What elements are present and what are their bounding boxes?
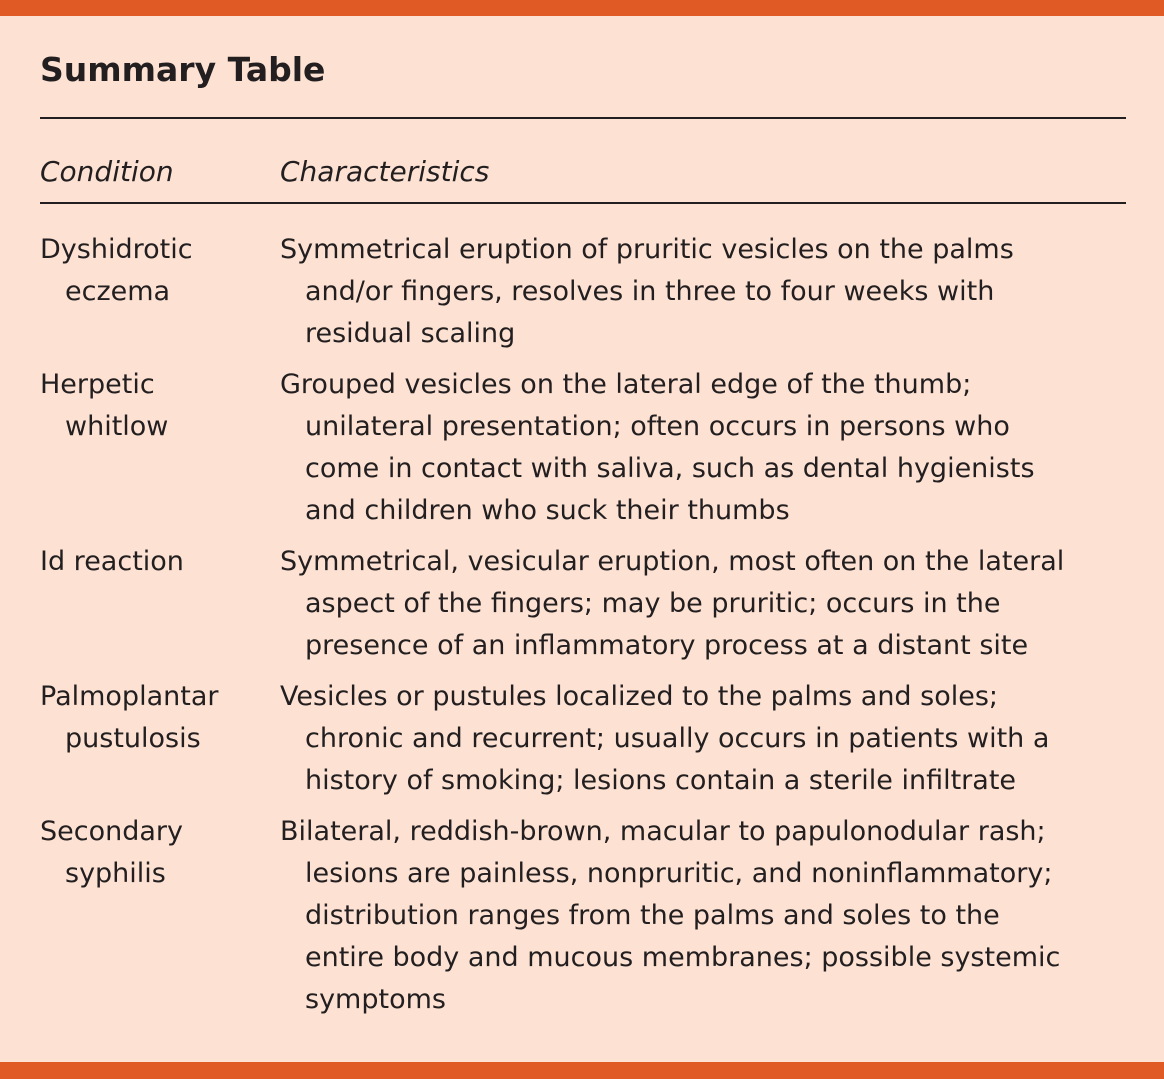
condition-line: Secondary [40, 816, 183, 847]
characteristics-line: symptoms [305, 984, 446, 1015]
characteristics-line: distribution ranges from the palms and soles to the [305, 900, 1000, 931]
condition-cell [40, 811, 280, 1021]
characteristics-line: unilateral presentation; often occurs in persons who [305, 411, 1010, 442]
condition-cell [40, 541, 280, 667]
characteristics-line: Symmetrical eruption of pruritic vesicles on the palms [280, 234, 1014, 265]
condition-line: whitlow [65, 411, 169, 442]
table-title: Summary Table [40, 50, 326, 89]
header-divider [40, 202, 1126, 204]
characteristics-line: Bilateral, reddish-brown, macular to papulonodular rash; [280, 816, 1046, 847]
characteristics-line: Vesicles or pustules localized to the palms and soles; [280, 681, 999, 712]
characteristics-line: chronic and recurrent; usually occurs in patients with a [305, 723, 1050, 754]
title-divider [40, 117, 1126, 119]
characteristics-line: Symmetrical, vesicular eruption, most often on the lateral [280, 546, 1065, 577]
table-row [40, 229, 1126, 364]
column-header-characteristics: Characteristics [280, 155, 490, 188]
condition-line: Dyshidrotic [40, 234, 193, 265]
characteristics-line: aspect of the fingers; may be pruritic; occurs in the [305, 588, 1001, 619]
table-row [40, 811, 1126, 1030]
condition-line: pustulosis [65, 723, 201, 754]
characteristics-line: presence of an inflammatory process at a distant site [305, 630, 1029, 661]
characteristics-cell [280, 676, 1126, 802]
condition-line: Palmoplantar [40, 681, 219, 712]
condition-line: Id reaction [40, 546, 184, 577]
characteristics-cell [280, 364, 1126, 532]
characteristics-line: history of smoking; lesions contain a sterile infiltrate [305, 765, 1017, 796]
characteristics-line: and children who suck their thumbs [305, 495, 790, 526]
characteristics-line: residual scaling [305, 318, 516, 349]
condition-cell [40, 229, 280, 355]
condition-cell [40, 364, 280, 532]
table-row [40, 364, 1126, 541]
table-row [40, 676, 1126, 811]
characteristics-cell [280, 811, 1126, 1021]
condition-line: eczema [65, 276, 171, 307]
condition-line: syphilis [65, 858, 166, 889]
characteristics-line: lesions are painless, nonpruritic, and noninflammatory; [305, 858, 1053, 889]
characteristics-line: come in contact with saliva, such as dental hygienists [305, 453, 1035, 484]
top-accent-bar [0, 0, 1164, 16]
table-row [40, 541, 1126, 676]
characteristics-line: Grouped vesicles on the lateral edge of the thumb; [280, 369, 972, 400]
bottom-accent-bar [0, 1062, 1164, 1079]
summary-table-body [40, 229, 1126, 1030]
characteristics-cell [280, 229, 1126, 355]
column-header-condition: Condition [40, 155, 174, 188]
characteristics-cell [280, 541, 1126, 667]
characteristics-line: and/or fingers, resolves in three to four weeks with [305, 276, 995, 307]
condition-line: Herpetic [40, 369, 155, 400]
characteristics-line: entire body and mucous membranes; possible systemic [305, 942, 1061, 973]
condition-cell [40, 676, 280, 802]
